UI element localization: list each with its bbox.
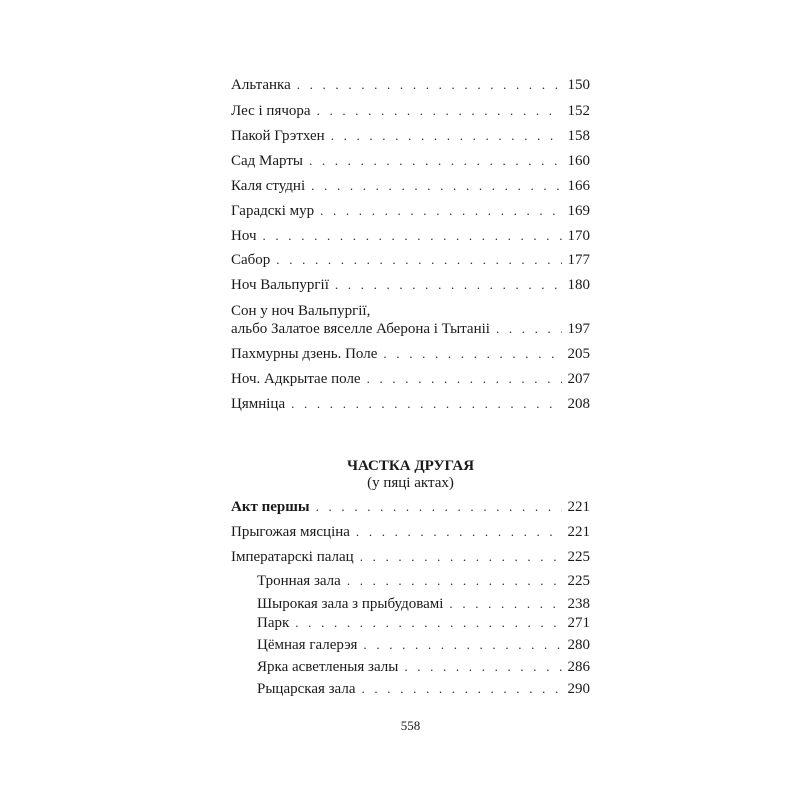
- toc-entry-title: Цёмная галерэя: [257, 637, 358, 653]
- toc-entry: [257, 572, 590, 590]
- dot-leader: [311, 177, 561, 195]
- toc-entry: [231, 548, 590, 566]
- toc-entry-title: Парк: [257, 615, 290, 631]
- dot-leader: [291, 395, 561, 413]
- dot-leader: [362, 680, 562, 698]
- dot-leader: [383, 345, 561, 363]
- toc-entry: [231, 152, 590, 170]
- toc-entry: [257, 680, 590, 698]
- toc-entry: [231, 202, 590, 220]
- toc-entry-page: 225: [567, 573, 590, 589]
- toc-entry: [231, 370, 590, 388]
- section-heading: ЧАСТКА ДРУГАЯ: [346, 458, 475, 474]
- toc-entry-page: 160: [567, 153, 590, 169]
- toc-entry-page: 166: [567, 178, 590, 194]
- toc-entry: [231, 523, 590, 541]
- toc-entry: [257, 614, 590, 632]
- toc-entry-title: Прыгожая мясціна: [231, 524, 350, 540]
- toc-entry: [257, 636, 590, 654]
- dot-leader: [360, 548, 562, 566]
- toc-entry: [231, 251, 590, 269]
- toc-entry: [231, 127, 590, 145]
- toc-entry-page: 221: [567, 524, 590, 540]
- toc-entry: [231, 227, 590, 245]
- toc-entry-title: Ноч Вальпургії: [231, 277, 329, 293]
- toc-entry-page: 238: [567, 596, 590, 612]
- toc-entry-page: 290: [567, 681, 590, 697]
- toc-entry-title: Рыцарская зала: [257, 681, 356, 697]
- toc-entry-title: Лес і пячора: [231, 103, 311, 119]
- toc-entry: [257, 595, 590, 613]
- toc-entry-page: 207: [567, 371, 590, 387]
- dot-leader: [297, 76, 562, 94]
- toc-entry-page: 208: [567, 396, 590, 412]
- toc-entry-page: 205: [567, 346, 590, 362]
- dot-leader: [404, 658, 561, 676]
- dot-leader: [496, 320, 562, 338]
- toc-entry-page: 169: [567, 203, 590, 219]
- dot-leader: [276, 251, 561, 269]
- toc-entry: [231, 276, 590, 294]
- toc-entry-title: Ноч: [231, 228, 257, 244]
- dot-leader: [347, 572, 562, 590]
- toc-entry-page: 221: [567, 499, 590, 515]
- toc-entry-title: Гарадскі мур: [231, 203, 315, 219]
- dot-leader: [320, 202, 561, 220]
- toc-entry: [257, 658, 590, 676]
- toc-entry: [231, 498, 590, 516]
- toc-entry: [231, 76, 590, 94]
- dot-leader: [317, 102, 562, 120]
- dot-leader: [335, 276, 562, 294]
- toc-entry: [231, 345, 590, 363]
- dot-leader: [367, 370, 562, 388]
- toc-entry: [231, 320, 590, 338]
- dot-leader: [263, 227, 562, 245]
- dot-leader: [331, 127, 562, 145]
- toc-entry-title-line1: Сон у ноч Вальпургії,: [231, 303, 371, 319]
- toc-entry-title: Каля студні: [231, 178, 306, 194]
- toc-entry-title: Імператарскі палац: [231, 549, 354, 565]
- toc-entry-page: 197: [567, 321, 590, 337]
- toc-entry-page: 286: [567, 659, 590, 675]
- toc-entry-title: Альтанка: [231, 77, 291, 93]
- toc-entry-title: Шырокая зала з прыбудовамі: [257, 596, 444, 612]
- toc-entry-title-line2: альбо Залатое вяселле Аберона і Тытаніі: [231, 321, 490, 337]
- toc-entry-page: 280: [567, 637, 590, 653]
- toc-entry-page: 177: [567, 252, 590, 268]
- dot-leader: [449, 595, 561, 613]
- dot-leader: [356, 523, 562, 541]
- dot-leader: [363, 636, 561, 654]
- toc-entry-page: 150: [567, 77, 590, 93]
- toc-entry-page: 180: [567, 277, 590, 293]
- dot-leader: [295, 614, 561, 632]
- toc-entry-title: Тронная зала: [257, 573, 341, 589]
- toc-entry-page: 271: [567, 615, 590, 631]
- page-number: 558: [400, 718, 421, 733]
- toc-entry: [231, 102, 590, 120]
- toc-entry-page: 225: [567, 549, 590, 565]
- toc-entry-page: 152: [567, 103, 590, 119]
- toc-entry-title: Пакой Грэтхен: [231, 128, 325, 144]
- toc-entry-title: Сад Марты: [231, 153, 303, 169]
- dot-leader: [316, 498, 562, 516]
- toc-entry-title: Пахмурны дзень. Поле: [231, 346, 378, 362]
- toc-entry-title: Акт першы: [231, 499, 310, 515]
- section-subheading: (у пяці актах): [367, 475, 454, 491]
- toc-entry-page: 158: [567, 128, 590, 144]
- toc-entry-title: Цямніца: [231, 396, 286, 412]
- toc-entry: [231, 177, 590, 195]
- toc-entry: [231, 395, 590, 413]
- toc-entry-line1: [231, 302, 590, 322]
- toc-entry-page: 170: [567, 228, 590, 244]
- toc-entry-title: Сабор: [231, 252, 271, 268]
- toc-entry-title: Ноч. Адкрытае поле: [231, 371, 361, 387]
- toc-entry-title: Ярка асветленыя залы: [257, 659, 399, 675]
- dot-leader: [309, 152, 562, 170]
